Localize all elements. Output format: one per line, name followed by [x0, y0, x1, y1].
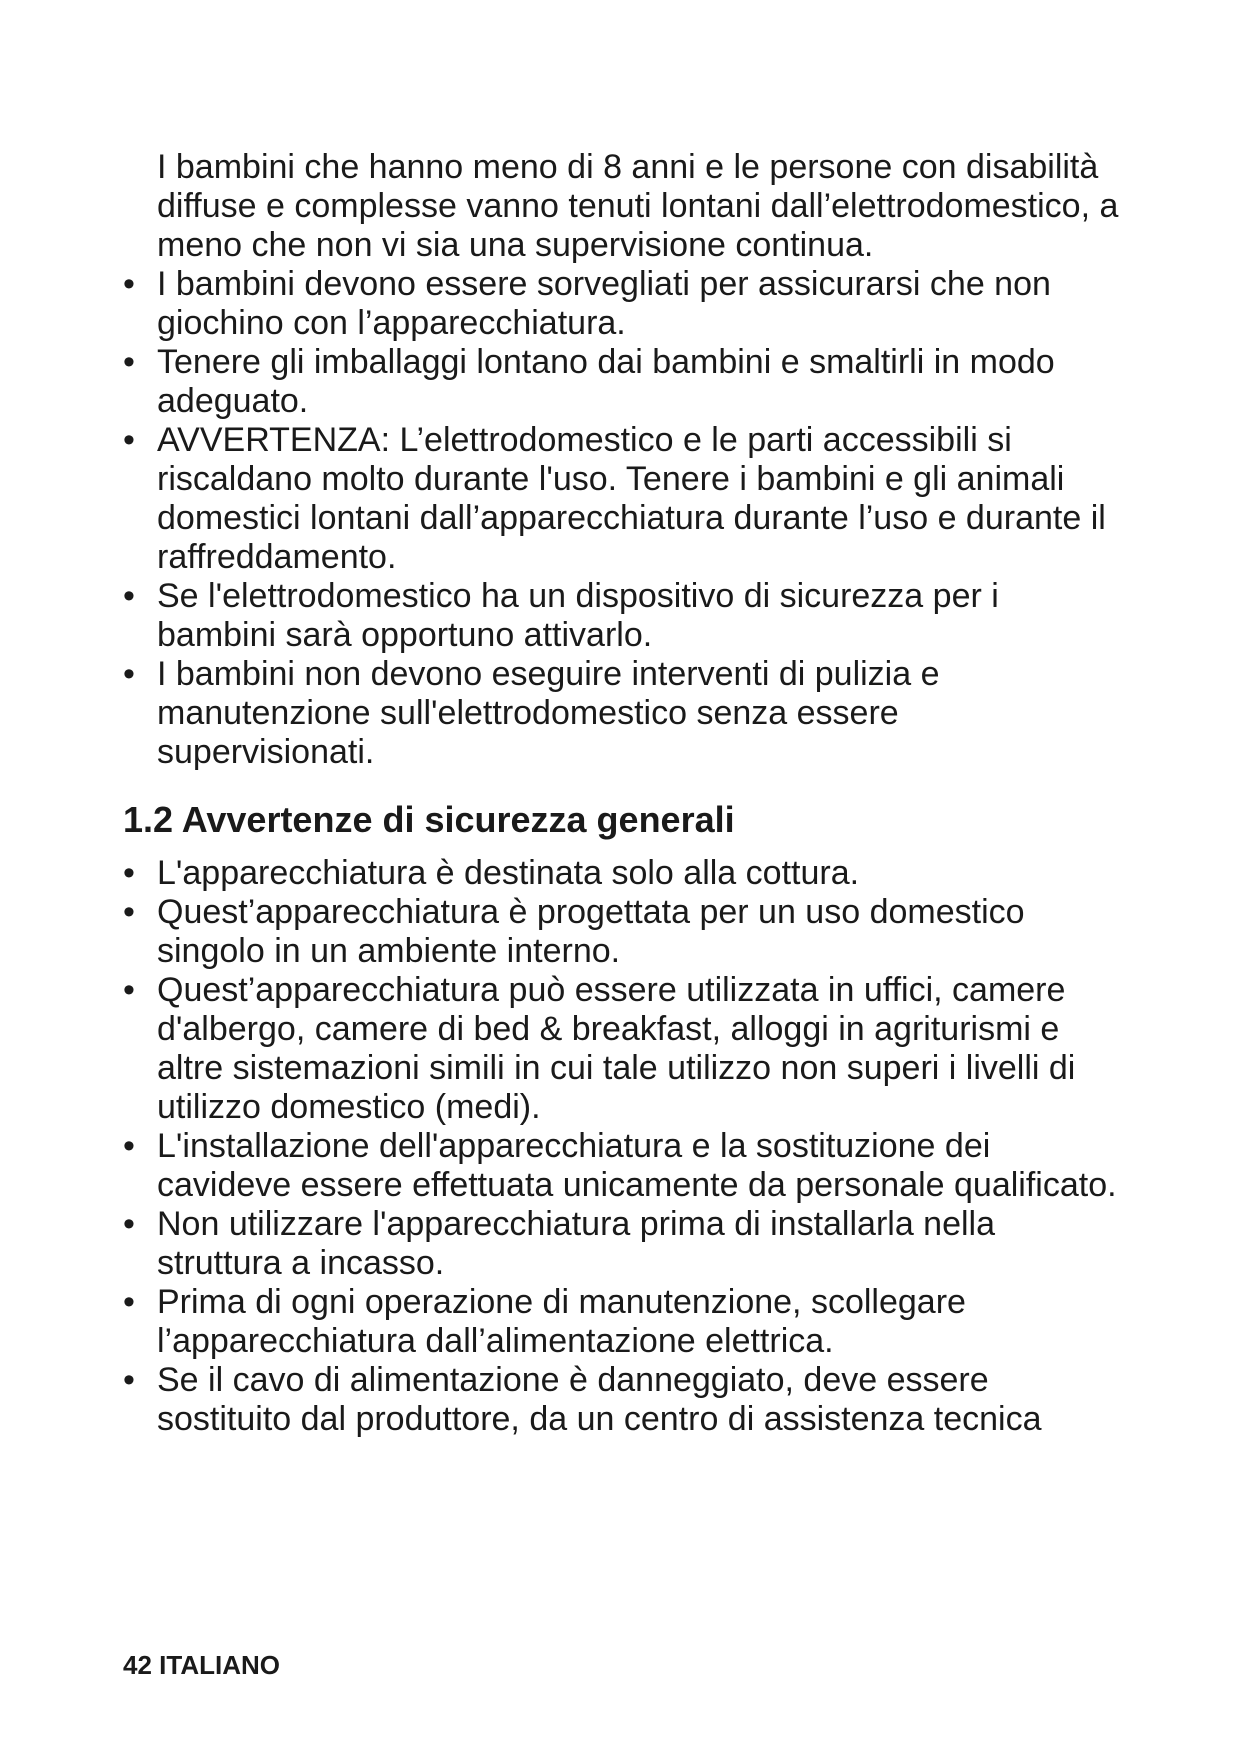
- list-item: [123, 1361, 1123, 1439]
- bullet-icon: •: [123, 265, 135, 303]
- bullet-icon: •: [123, 1283, 135, 1321]
- list-item-text: AVVERTENZA: L’elettrodomestico e le parti accessibili si riscaldano molto durante l'uso. Tenere i bambini e gli animali domestici lontani dall’apparecchiatura durante l’uso e durante il raffreddamento.: [157, 421, 1106, 576]
- bullet-icon: •: [123, 343, 135, 381]
- list-item: [123, 971, 1123, 1127]
- list-item-text: Tenere gli imballaggi lontano dai bambini e smaltirli in modo adeguato.: [157, 343, 1055, 420]
- list-item-text: Non utilizzare l'apparecchiatura prima di installarla nella struttura a incasso.: [157, 1205, 996, 1282]
- list-item-text: Quest’apparecchiatura è progettata per un uso domestico singolo in un ambiente interno.: [157, 893, 1025, 970]
- list-item: [123, 1127, 1123, 1205]
- bullet-icon: •: [123, 577, 135, 615]
- bullet-icon: •: [123, 1127, 135, 1165]
- list-item-text: Se il cavo di alimentazione è danneggiato, deve essere sostituito dal produttore, da un centro di assistenza tecnica: [157, 1361, 1042, 1438]
- bullet-icon: •: [123, 421, 135, 459]
- list-item-text: I bambini non devono eseguire interventi di pulizia e manutenzione sull'elettrodomestico senza essere supervisionati.: [157, 655, 940, 771]
- list-item-text: L'apparecchiatura è destinata solo alla cottura.: [157, 854, 860, 892]
- list-item: [123, 1205, 1123, 1283]
- list-item: [123, 421, 1123, 577]
- bullet-icon: •: [123, 1361, 135, 1399]
- bullet-icon: •: [123, 893, 135, 931]
- list-item: [123, 265, 1123, 343]
- page-footer: 42 ITALIANO: [123, 1650, 280, 1680]
- list-item: [123, 1283, 1123, 1361]
- list-item: [123, 577, 1123, 655]
- page-content: [123, 148, 1123, 1439]
- intro-paragraph: I bambini che hanno meno di 8 anni e le persone con disabilità diffuse e complesse vanno tenuti lontani dall’elettrodomestico, a meno che non vi sia una supervisione continua.: [157, 148, 1119, 264]
- bullet-icon: •: [123, 1205, 135, 1243]
- list-item: [123, 343, 1123, 421]
- child-safety-list: [123, 265, 1123, 772]
- section-title: 1.2 Avvertenze di sicurezza generali: [123, 799, 735, 840]
- bullet-icon: •: [123, 655, 135, 693]
- list-item: [123, 655, 1123, 772]
- list-item-text: L'installazione dell'apparecchiatura e la sostituzione dei cavideve essere effettuata unicamente da personale qualificato.: [157, 1127, 1117, 1204]
- list-item-text: Quest’apparecchiatura può essere utilizzata in uffici, camere d'albergo, camere di bed & breakfast, alloggi in agriturismi e altre sistemazioni simili in cui tale utilizzo non superi i livelli di utilizzo domestico (medi).: [157, 971, 1076, 1126]
- bullet-icon: •: [123, 854, 135, 892]
- general-safety-list: [123, 854, 1123, 1439]
- list-item-text: Se l'elettrodomestico ha un dispositivo di sicurezza per i bambini sarà opportuno attivarlo.: [157, 577, 999, 654]
- list-item: [123, 893, 1123, 971]
- list-item: [123, 854, 1123, 893]
- list-item-text: Prima di ogni operazione di manutenzione, scollegare l’apparecchiatura dall’alimentazione elettrica.: [157, 1283, 966, 1360]
- bullet-icon: •: [123, 971, 135, 1009]
- list-item-text: I bambini devono essere sorvegliati per assicurarsi che non giochino con l’apparecchiatura.: [157, 265, 1051, 342]
